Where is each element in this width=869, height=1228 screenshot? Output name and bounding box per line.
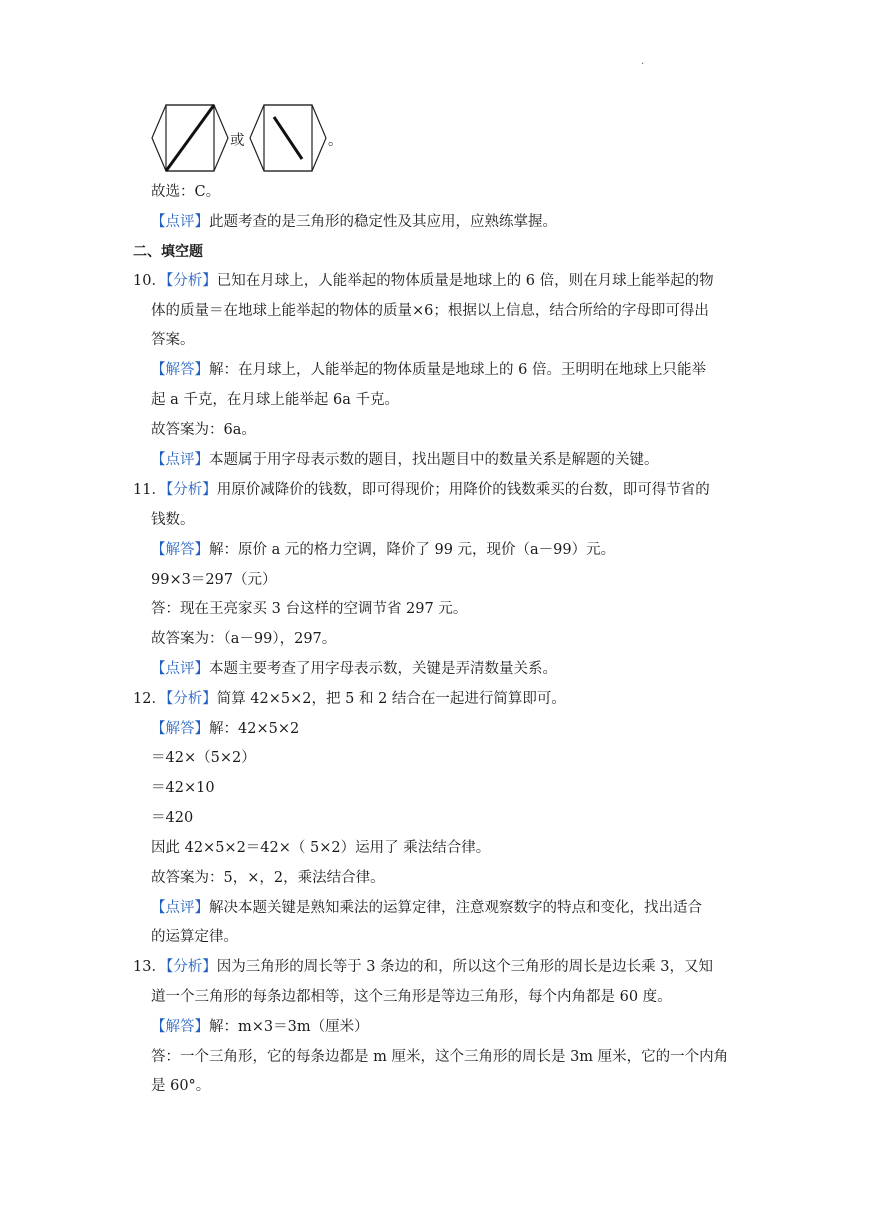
review-tag: 【点评】: [151, 214, 209, 230]
q10-answer-line-2: 起 a 千克，在月球上能举起 6a 千克。: [151, 392, 399, 408]
q11-answer-line-1: [151, 540, 615, 560]
q12-step-2: ＝42×10: [151, 780, 215, 796]
q13-analysis-line-2: 道一个三角形的每条边都相等，这个三角形是等边三角形，每个内角都是 60 度。: [151, 989, 672, 1005]
q9-review: [151, 212, 557, 232]
q12-step-1: ＝42×（5×2）: [151, 750, 256, 766]
answer-tag: 【解答】: [151, 1019, 209, 1035]
answer-tag: 【解答】: [151, 721, 209, 737]
q12-answer-line-1: [151, 719, 299, 739]
analysis-tag: 【分析】: [165, 691, 217, 707]
review-text: 此题考查的是三角形的稳定性及其应用，应熟练掌握。: [209, 214, 557, 230]
analysis-text: 简算 42×5×2，把 5 和 2 结合在一起进行简算即可。: [216, 691, 566, 707]
review-tag: 【点评】: [151, 661, 209, 677]
figure-end-text: 。: [328, 133, 343, 149]
q11-analysis-line-2: 钱数。: [151, 512, 195, 528]
q10-review: [151, 450, 659, 470]
hexagon-figures: [150, 103, 370, 175]
q10-analysis-line-3: 答案。: [151, 332, 195, 348]
answer-text: 解：原价 a 元的格力空调，降价了 99 元，现价（a－99）元。: [209, 542, 616, 558]
review-tag: 【点评】: [151, 452, 209, 468]
answer-tag: 【解答】: [151, 542, 209, 558]
page-dot: .: [641, 56, 645, 67]
q10-analysis-line-1: [133, 271, 714, 291]
review-text: 解决本题关键是熟知乘法的运算定律，注意观察数字的特点和变化，找出适合: [209, 900, 702, 916]
q12-review-line-2: 的运算定律。: [151, 929, 238, 945]
q10-analysis-line-2: 体的质量＝在地球上能举起的物体的质量×6；根据以上信息，结合所给的字母即可得出: [151, 303, 709, 319]
analysis-text: 已知在月球上，人能举起的物体质量是地球上的 6 倍，则在月球上能举起的物: [216, 273, 714, 289]
analysis-tag: 【分析】: [165, 482, 217, 498]
q11-result: 故答案为：（a－99），297。: [151, 631, 337, 647]
analysis-text: 用原价减降价的钱数，即可得现价；用降价的钱数乘买的台数，即可得节省的: [216, 482, 710, 498]
answer-text: 解：42×5×2: [209, 721, 300, 737]
q11-review: [151, 659, 557, 679]
question-number: 13．: [133, 959, 166, 975]
q12-result: 故答案为：5，×，2，乘法结合律。: [151, 870, 385, 886]
answer-tag: 【解答】: [151, 362, 209, 378]
figure-or-text: 或: [230, 133, 245, 149]
analysis-tag: 【分析】: [165, 273, 217, 289]
q13-answer-line-1: [151, 1017, 369, 1037]
hexagon-figure-1: [150, 103, 230, 173]
analysis-tag: 【分析】: [165, 959, 217, 975]
q12-step-3: ＝420: [151, 810, 194, 826]
q10-result: 故答案为：6a。: [151, 422, 256, 438]
q12-conclusion: 因此 42×5×2＝42×（ 5×2）运用了 乘法结合律。: [151, 840, 491, 856]
q13-analysis-line-1: [133, 957, 713, 977]
q11-analysis-line-1: [133, 480, 710, 500]
question-number: 11．: [133, 482, 166, 498]
q13-reply-line-2: 是 60°。: [151, 1078, 211, 1094]
q13-reply-line-1: 答：一个三角形，它的每条边都是 m 厘米，这个三角形的周长是 3m 厘米，它的一个内角: [151, 1049, 729, 1065]
review-tag: 【点评】: [151, 900, 209, 916]
analysis-text: 因为三角形的周长等于 3 条边的和，所以这个三角形的周长是边长乘 3，又知: [216, 959, 713, 975]
question-number: 12．: [133, 691, 166, 707]
answer-text: 解：m×3＝3m（厘米）: [209, 1019, 369, 1035]
q12-review-line-1: [151, 898, 702, 918]
q10-answer-line-1: [151, 360, 706, 380]
hexagon-figure-2: [248, 103, 328, 173]
q9-select: 故选：C。: [151, 184, 221, 200]
question-number: 10．: [133, 273, 166, 289]
review-text: 本题属于用字母表示数的题目，找出题目中的数量关系是解题的关键。: [209, 452, 659, 468]
section-heading: 二、填空题: [133, 244, 203, 260]
q12-analysis: [133, 689, 566, 709]
review-text: 本题主要考查了用字母表示数，关键是弄清数量关系。: [209, 661, 557, 677]
q11-reply: 答：现在王亮家买 3 台这样的空调节省 297 元。: [151, 601, 468, 617]
q11-calc: 99×3＝297（元）: [151, 572, 277, 588]
answer-text: 解：在月球上，人能举起的物体质量是地球上的 6 倍。王明明在地球上只能举: [209, 362, 706, 378]
